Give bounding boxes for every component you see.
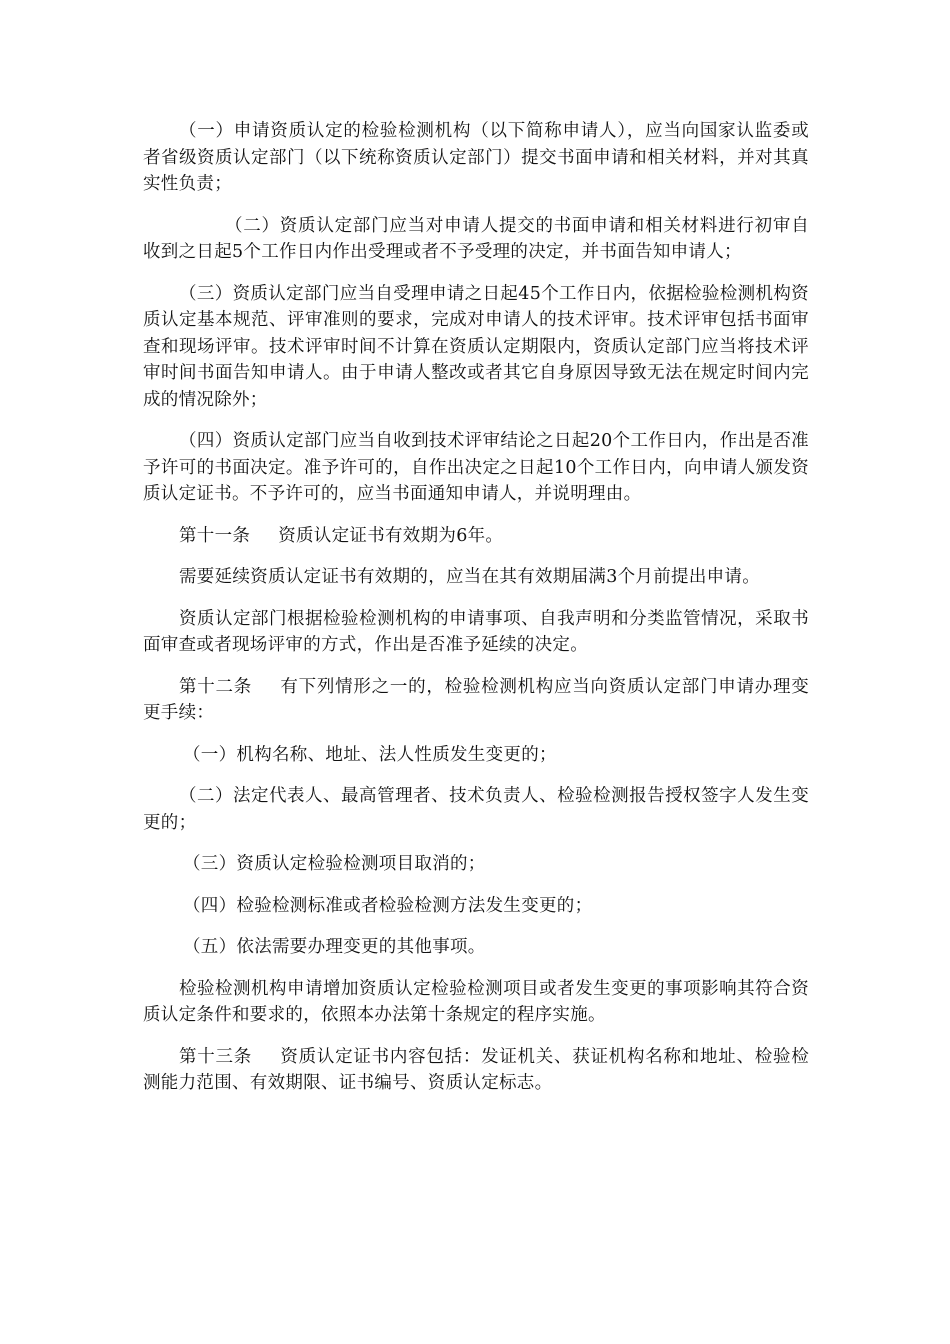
paragraph-item-1: （一）申请资质认定的检验检测机构（以下简称申请人），应当向国家认监委或者省级资质认定部门（以下统称资质认定部门）提交书面申请和相关材料，并对其真实性负责； (143, 121, 809, 194)
paragraph-item-9: （一）机构名称、地址、法人性质发生变更的； (183, 744, 557, 765)
article-text: 有下列情形之一的，检验检测机构应当向资质认定部门申请办理变更手续： (143, 676, 809, 723)
paragraph-item-6: 需要延续资质认定证书有效期的，应当在其有效期届满3个月前提出申请。 (179, 567, 761, 587)
paragraph-item-4: （四）资质认定部门应当自收到技术评审结论之日起20个工作日内，作出是否准予许可的书面决定。准予许可的，自作出决定之日起10个工作日内，向申请人颁发资质认定证书。不予许可的，应当书面通知申请人，并说明理由。 (143, 431, 809, 504)
article-text: 资质认定证书有效期为6年。 (278, 525, 504, 546)
article-number: 第十三条 (179, 1046, 252, 1067)
paragraph-item-11: （三）资质认定检验检测项目取消的； (183, 854, 486, 874)
paragraph-item-10: （二）法定代表人、最高管理者、技术负责人、检验检测报告授权签字人发生变更的； (143, 786, 809, 833)
article-number: 第十二条 (179, 676, 252, 697)
article-12 (143, 674, 809, 727)
article-number: 第十一条 (179, 525, 251, 546)
article-13 (143, 1044, 809, 1097)
article-11 (143, 523, 809, 550)
article-text: 资质认定证书内容包括：发证机关、获证机构名称和地址、检验检测能力范围、有效期限、证书编号、资质认定标志。 (143, 1046, 809, 1093)
paragraph-item-13: （五）依法需要办理变更的其他事项。 (183, 937, 486, 957)
paragraph-item-2: （二）资质认定部门应当对申请人提交的书面申请和相关材料进行初审自收到之日起5个工作日内作出受理或者不予受理的决定，并书面告知申请人； (143, 215, 809, 262)
paragraph-item-7: 资质认定部门根据检验检测机构的申请事项、自我声明和分类监管情况，采取书面审查或者现场评审的方式，作出是否准予延续的决定。 (143, 608, 809, 655)
document-page (143, 118, 809, 1112)
paragraph-item-12: （四）检验检测标准或者检验检测方法发生变更的； (183, 895, 593, 916)
paragraph-item-14: 检验检测机构申请增加资质认定检验检测项目或者发生变更的事项影响其符合资质认定条件和要求的，依照本办法第十条规定的程序实施。 (143, 978, 809, 1025)
paragraph-item-3: （三）资质认定部门应当自受理申请之日起45个工作日内，依据检验检测机构资质认定基本规范、评审准则的要求，完成对申请人的技术评审。技术评审包括书面审查和现场评审。技术评审时间不计算在资质认定期限内，资质认定部门应当将技术评审时间书面告知申请人。由于申请人整改或者其它自身原因导致无法在规定时间内完成的情况除外； (143, 283, 809, 410)
